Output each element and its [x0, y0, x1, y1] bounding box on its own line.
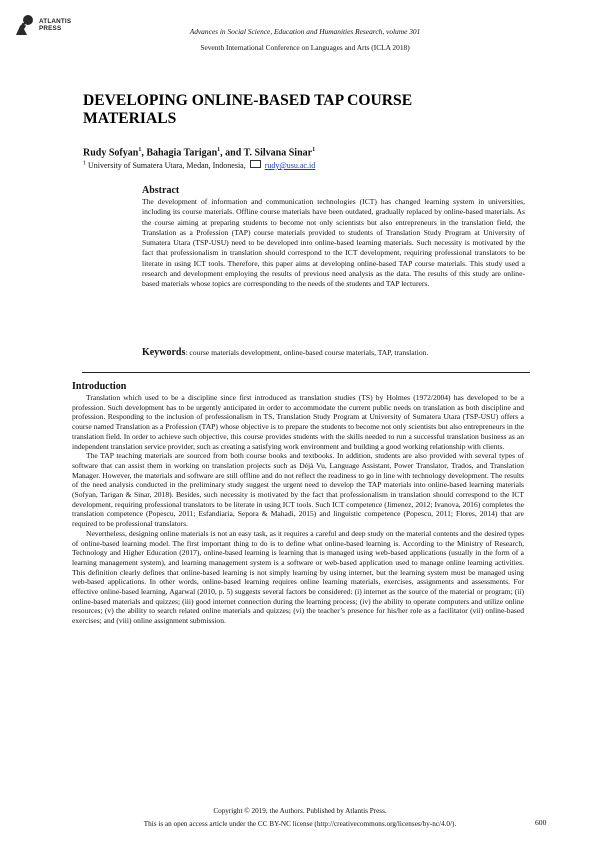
author-affiliation-mark: 1	[217, 147, 221, 153]
author-email-link[interactable]: rudy@usu.ac.id	[264, 161, 316, 170]
journal-header: Advances in Social Science, Education and Humanities Research, volume 301	[189, 27, 421, 36]
paper-title: DEVELOPING ONLINE-BASED TAP COURSE MATERIALS	[83, 92, 413, 127]
author-name: Rudy Sofyan	[83, 147, 139, 159]
abstract-text: The development of information and communication technologies (ICT) has changed learning system in universities, including its course materials. Offline course materials have been outdated, gradually replaced by online-based materials. As the course aiming at preparing students to become not only scientists but also entrepreneurs in the translation field, the Translation as a Profession (TAP) course materials provided to students of Translation Study Program at University of Sumatera Utara (TSP-USU) need to be developed into online-based learning materials. Such necessity is motivated by the fact that professionalism in translation should correspond to the ICT development, requiring professional translators to be literate in using ICT tools. Therefore, this paper aims at developing online-based TAP course materials. This study used a research and development employing the results of previous need analysis as the data. The results of this study are online-based materials whose topics are corresponding to the needs of the students and TAP lecturers.	[142, 197, 525, 289]
author-name: T. Silvana Sinar	[243, 147, 313, 159]
section-divider	[82, 372, 530, 373]
keywords-text: : course materials development, online-based course materials, TAP, translation.	[185, 348, 429, 357]
author-affiliation-mark: 1	[138, 147, 142, 153]
author-affiliation-mark: 1	[312, 147, 316, 153]
publisher-logo	[14, 14, 71, 36]
copyright-line: Copyright © 2019, the Authors. Published by Atlantis Press.	[213, 807, 387, 815]
publisher-name	[39, 18, 71, 33]
license-line: This is an open access article under the CC BY-NC license (http://creativecommons.org/licenses/by-nc/4.0/).	[143, 820, 457, 828]
page-number: 600	[535, 818, 547, 827]
conference-header: Seventh International Conference on Languages and Arts (ICLA 2018)	[200, 43, 410, 52]
author-name: Bahagia Tarigan	[146, 147, 218, 159]
introduction-body	[72, 393, 524, 626]
body-paragraph: The TAP teaching materials are sourced from both course books and textbooks. In addition, students are also provided with several types of software that can assist them in working on translation projects such as Déjà Vu, Language Assistant, Power Translator, Trados, and Translation Manager. However, the materials and software are still offline and do not reflect the readiness to go in line with technology development. The results of the need analysis conducted in the preliminary study suggest the urgent need to develop the TAP materials into online-based learning materials (Sofyan, Tarigan & Sinar, 2018). Besides, such necessity is motivated by the fact that professionalism in translation should correspond to the ICT development, requiring professional translators to be literate in using ICT tools. Such ICT competence (Jimenez, 2012; Ivanova, 2016) completes the translation competence (Popescu, 2011; Esfandiaria, Sepora & Mahadi, 2015) and linguistic competence (Popescu, 2011; Flores, 2014) that are required to be professional translators.	[72, 451, 524, 529]
body-paragraph: Translation which used to be a discipline since first introduced as translation studies (TS) by Holmes (1972/2004) has developed to be a profession. Such development has to be urgently anticipated in order to accommodate the current public needs on translation as both discipline and profession. Responding to the inclusion of professionalism in TS, Translation Study Program at University of Sumatera Utara (TSP-USU) offers a course named Translation as a Profession (TAP) whose objective is to prepare the students to become not only scientists but also entrepreneurs in the translation field. In order to achieve such objective, this course provides students with the skills needed to run a successful translation business as an independent translation service provider, such as creating a satisfying work environment and building a good working relationship with clients.	[72, 393, 524, 451]
envelope-icon	[250, 160, 261, 168]
affiliation	[83, 160, 315, 170]
abstract-heading: Abstract	[142, 185, 180, 196]
keywords-label: Keywords	[142, 347, 186, 358]
affiliation-mark: 1	[83, 160, 86, 167]
publisher-name-line1: ATLANTIS	[39, 17, 72, 25]
introduction-heading: Introduction	[72, 381, 127, 392]
atlas-figure-icon	[14, 14, 36, 36]
publisher-name-line2: PRESS	[39, 25, 62, 32]
body-paragraph: Nevertheless, designing online materials is not an easy task, as it requires a careful and deep study on the material contents and the desired types of online-based learning model. The first important thing to do is to define what online-based learning is. According to the Ministry of Research, Technology and Higher Education (2017), online-based learning is learning that is managed using web-based applications (usually in the form of a learning management system), and learning management system is a software or web-based application used to manage online learning activities. This definition clearly defines that online-based learning is not simply learning by using internet, but the learning system must be managed using web-based applications. In other words, online-based learning requires online learning materials, exercises, assignments and assessments. For effective online-based learning, Agarwal (2010, p. 5) suggests several factors be considered: (i) internet as the source of the material or program; (ii) online-based materials and quizzes; (iii) good internet connection during the learning process; (iv) the ability to operate computers and utilize online resources; (v) the ability to search related online materials and quizzes; (vi) the teacher’s presence for his/her role as a facilitator (vii) online-based exercises; and (viii) online assignment submission.	[72, 528, 524, 626]
author-list: Rudy Sofyan$^1$, Bahagia Tarigan$^1$, and T. Silvana Sinar$^1$	[83, 147, 316, 159]
affiliation-text: University of Sumatera Utara, Medan, Indonesia,	[88, 161, 246, 170]
keywords	[142, 347, 428, 358]
